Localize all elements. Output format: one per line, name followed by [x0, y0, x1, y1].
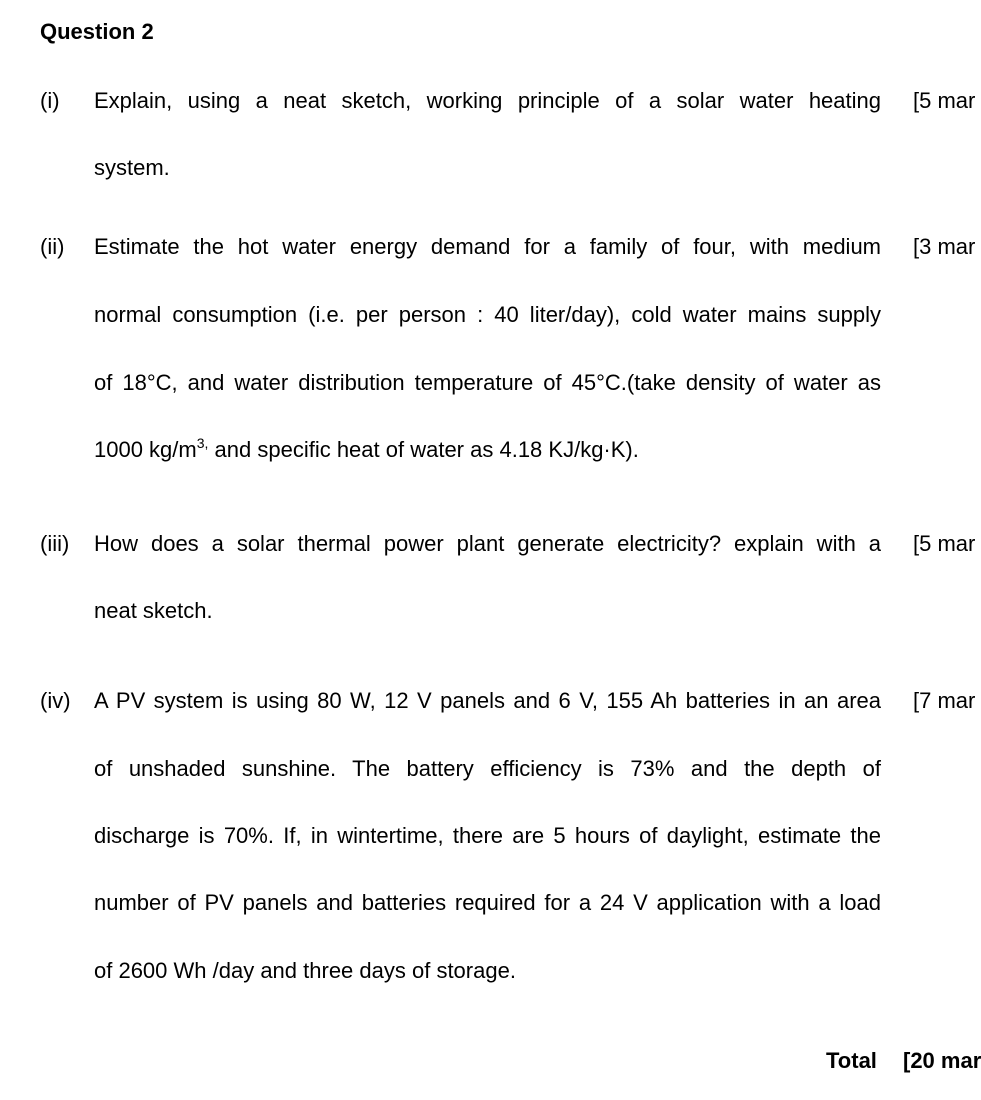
part-iii-line-2: neat sketch. — [94, 598, 213, 623]
part-iv-line-5: of 2600 Wh /day and three days of storage. — [94, 958, 516, 983]
part-iii-number: (iii) — [40, 531, 70, 556]
total-marks: [20 mar — [903, 1048, 981, 1073]
part-iv-number: (iv) — [40, 688, 71, 713]
part-iii-line-1: How does a solar thermal power plant generate electricity? explain with a — [94, 531, 881, 556]
part-ii-line-4-end: and specific heat of water as 4.18 KJ/kg·K). — [208, 437, 639, 462]
part-ii-line-1: Estimate the hot water energy demand for a family of four, with medium — [94, 234, 881, 259]
cubed-superscript: 3, — [196, 435, 209, 451]
part-iv-line-4: number of PV panels and batteries required for a 24 V application with a load — [94, 890, 881, 915]
part-i-marks: [5 mar — [913, 88, 976, 113]
part-ii-line-4-start: 1000 kg/m — [94, 437, 197, 462]
part-iii-marks: [5 mar — [913, 531, 976, 556]
part-ii-line-3: of 18°C, and water distribution temperature of 45°C.(take density of water as — [94, 370, 881, 395]
part-i-line-1: Explain, using a neat sketch, working principle of a solar water heating — [94, 88, 881, 113]
part-i-line-2: system. — [94, 155, 170, 180]
part-iv-line-1: A PV system is using 80 W, 12 V panels and 6 V, 155 Ah batteries in an area — [94, 688, 881, 713]
part-i-number: (i) — [40, 88, 60, 113]
part-ii-line-2: normal consumption (i.e. per person : 40 liter/day), cold water mains supply — [94, 302, 881, 327]
part-iv-marks: [7 mar — [913, 688, 976, 713]
question-heading: Question 2 — [40, 19, 154, 44]
part-ii-marks: [3 mar — [913, 234, 976, 259]
part-ii-line-4 — [94, 437, 881, 463]
part-ii-number: (ii) — [40, 234, 65, 259]
part-iv-line-3: discharge is 70%. If, in wintertime, there are 5 hours of daylight, estimate the — [94, 823, 881, 848]
part-iv-line-2: of unshaded sunshine. The battery efficiency is 73% and the depth of — [94, 756, 881, 781]
total-label: Total — [826, 1048, 877, 1073]
